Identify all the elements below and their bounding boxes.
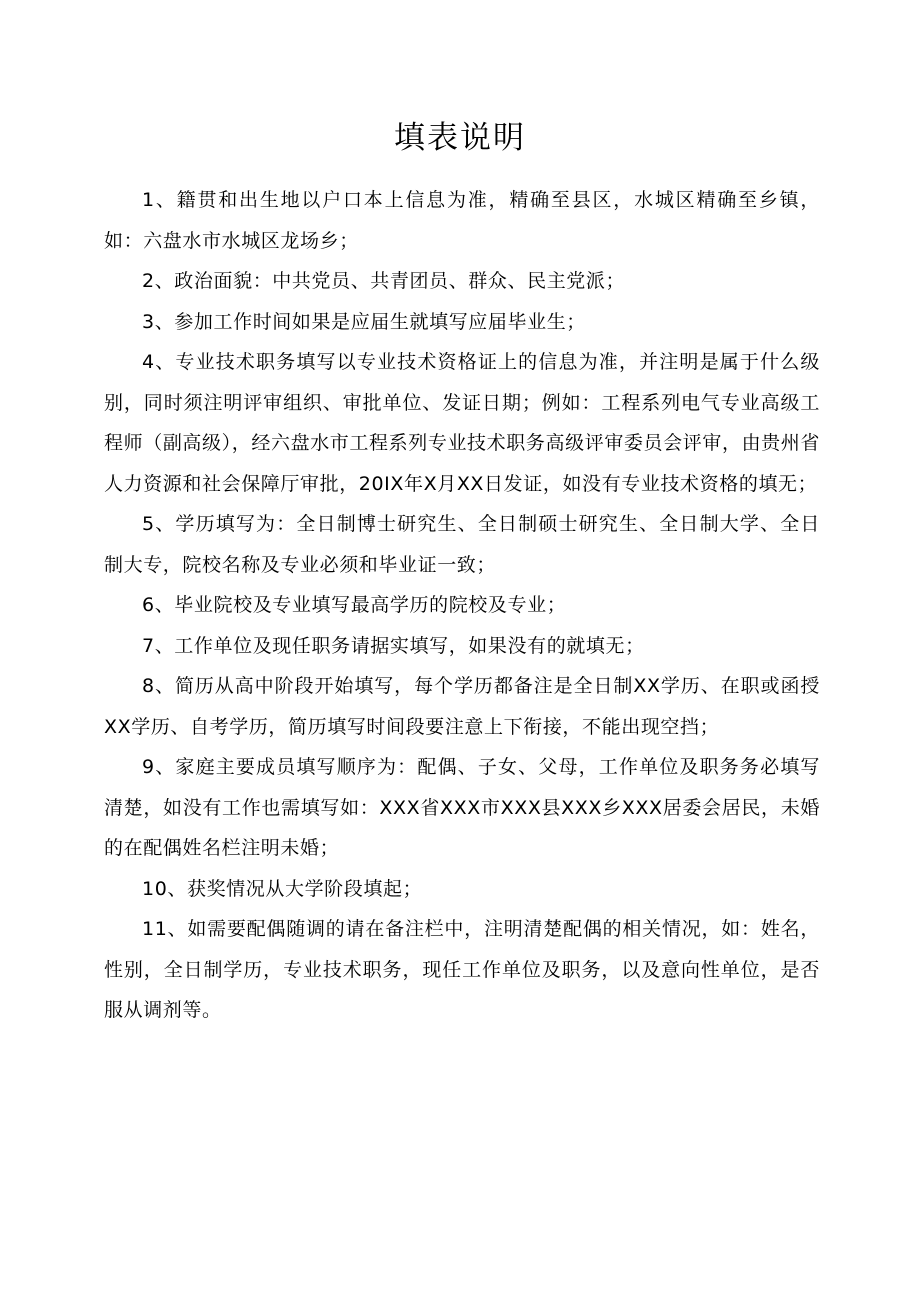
instruction-paragraph-3: 3、参加工作时间如果是应届生就填写应届毕业生；	[142, 310, 586, 333]
instruction-paragraph-8: 8、简历从高中阶段开始填写，每个学历都备注是全日制XX学历、在职或函授XX学历、自考学历，简历填写时间段要注意上下衔接，不能出现空挡；	[104, 675, 820, 738]
instruction-paragraph-6: 6、毕业院校及专业填写最高学历的院校及专业；	[142, 594, 567, 616]
instruction-paragraph-1: 1、籍贯和出生地以户口本上信息为准，精确至县区，水城区精确至乡镇，如：六盘水市水城区龙场乡；	[104, 189, 820, 252]
instruction-paragraph-2: 2、政治面貌：中共党员、共青团员、群众、民主党派；	[142, 270, 626, 292]
instruction-paragraph-7: 7、工作单位及现任职务请据实填写，如果没有的就填无；	[142, 634, 645, 657]
instruction-paragraph-11: 11、如需要配偶随调的请在备注栏中，注明清楚配偶的相关情况，如：姓名，性别，全日制学历，专业技术职务，现任工作单位及职务，以及意向性单位，是否服从调剂等。	[104, 918, 820, 1021]
document-title: 填表说明	[394, 120, 526, 156]
instructions-body	[104, 180, 820, 1031]
instruction-paragraph-5: 5、学历填写为：全日制博士研究生、全日制硕士研究生、全日制大学、全日制大专，院校名称及专业必须和毕业证一致；	[104, 513, 820, 576]
instruction-paragraph-4: 4、专业技术职务填写以专业技术资格证上的信息为准，并注明是属于什么级别，同时须注明评审组织、审批单位、发证日期；例如：工程系列电气专业高级工程师（副高级），经六盘水市工程系列专业技术职务高级评审委员会评审，由贵州省人力资源和社会保障厅审批，20IX年X月XX日发证，如没有专业技术资格的填无；	[104, 351, 820, 495]
instruction-paragraph-10: 10、获奖情况从大学阶段填起；	[142, 877, 423, 900]
instruction-paragraph-9: 9、家庭主要成员填写顺序为：配偶、子女、父母，工作单位及职务务必填写清楚，如没有工作也需填写如：XXX省XXX市XXX县XXX乡XXX居委会居民，未婚的在配偶姓名栏注明未婚；	[104, 756, 820, 859]
